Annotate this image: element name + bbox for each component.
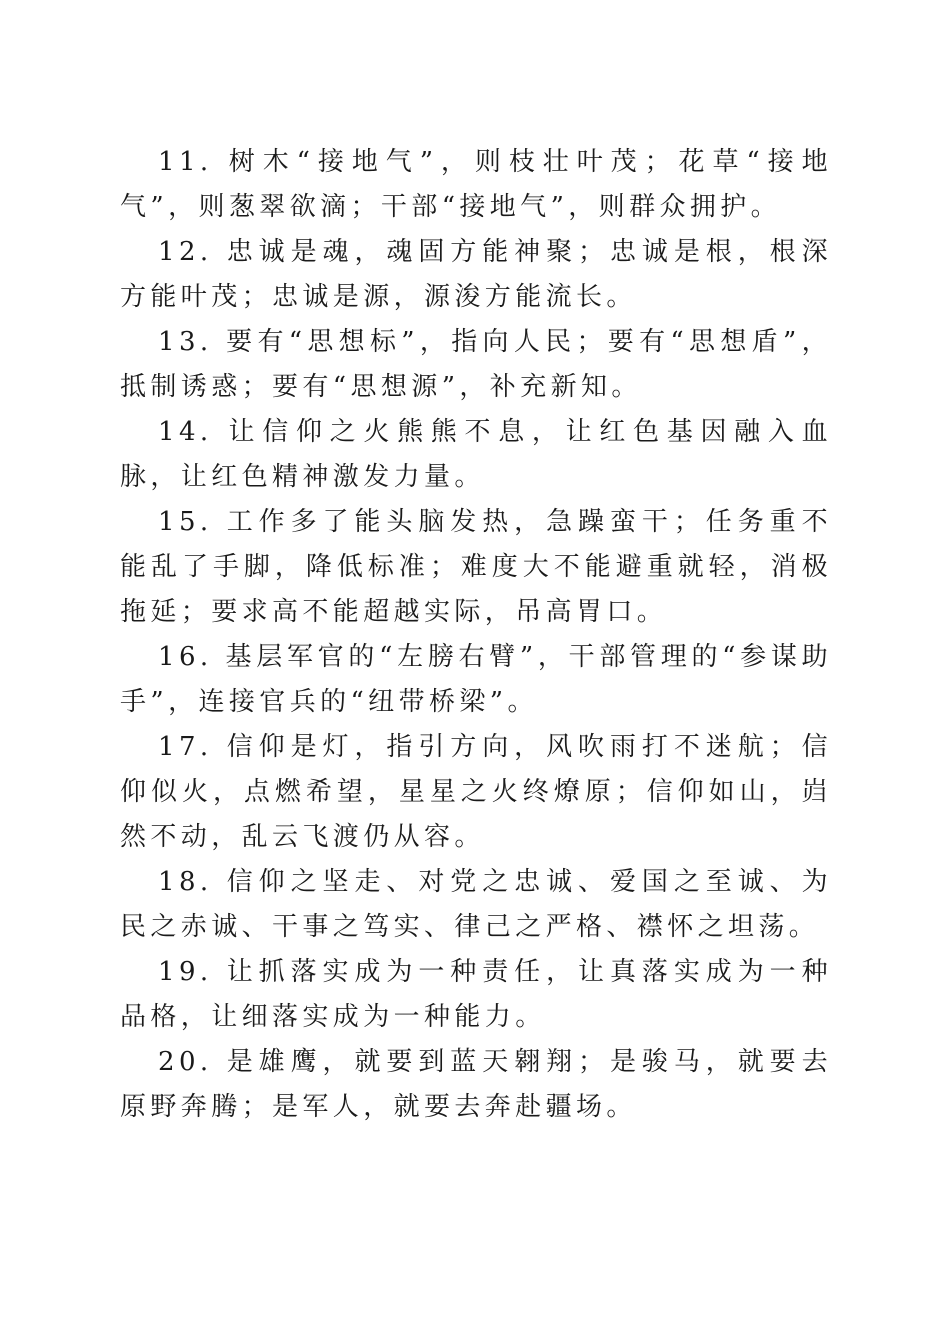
list-item: 14. 让信仰之火熊熊不息，让红色基因融入血脉，让红色精神激发力量。 [120, 417, 832, 492]
list-item: 20. 是雄鹰，就要到蓝天翱翔；是骏马，就要去原野奔腾；是军人，就要去奔赴疆场。 [120, 1047, 832, 1122]
list-item: 17. 信仰是灯，指引方向，风吹雨打不迷航；信仰似火，点燃希望，星星之火终燎原；信仰如山，岿然不动，乱云飞渡仍从容。 [120, 732, 832, 852]
list-item: 18. 信仰之坚走、对党之忠诚、爱国之至诚、为民之赤诚、干事之笃实、律己之严格、襟怀之坦荡。 [120, 867, 832, 942]
list-item: 12. 忠诚是魂，魂固方能神聚；忠诚是根，根深方能叶茂；忠诚是源，源浚方能流长。 [120, 237, 832, 312]
list-item: 16. 基层军官的“左膀右臂”，干部管理的“参谋助手”，连接官兵的“纽带桥梁”。 [120, 642, 832, 717]
document-page [120, 140, 832, 1130]
list-item: 13. 要有“思想标”，指向人民；要有“思想盾”，抵制诱惑；要有“思想源”，补充新知。 [120, 327, 832, 402]
list-item: 19. 让抓落实成为一种责任，让真落实成为一种品格，让细落实成为一种能力。 [120, 957, 832, 1032]
list-item: 11. 树木“接地气”，则枝壮叶茂；花草“接地气”，则葱翠欲滴；干部“接地气”，则群众拥护。 [120, 147, 832, 222]
list-item: 15. 工作多了能头脑发热，急躁蛮干；任务重不能乱了手脚，降低标准；难度大不能避重就轻，消极拖延；要求高不能超越实际，吊高胃口。 [120, 507, 832, 627]
